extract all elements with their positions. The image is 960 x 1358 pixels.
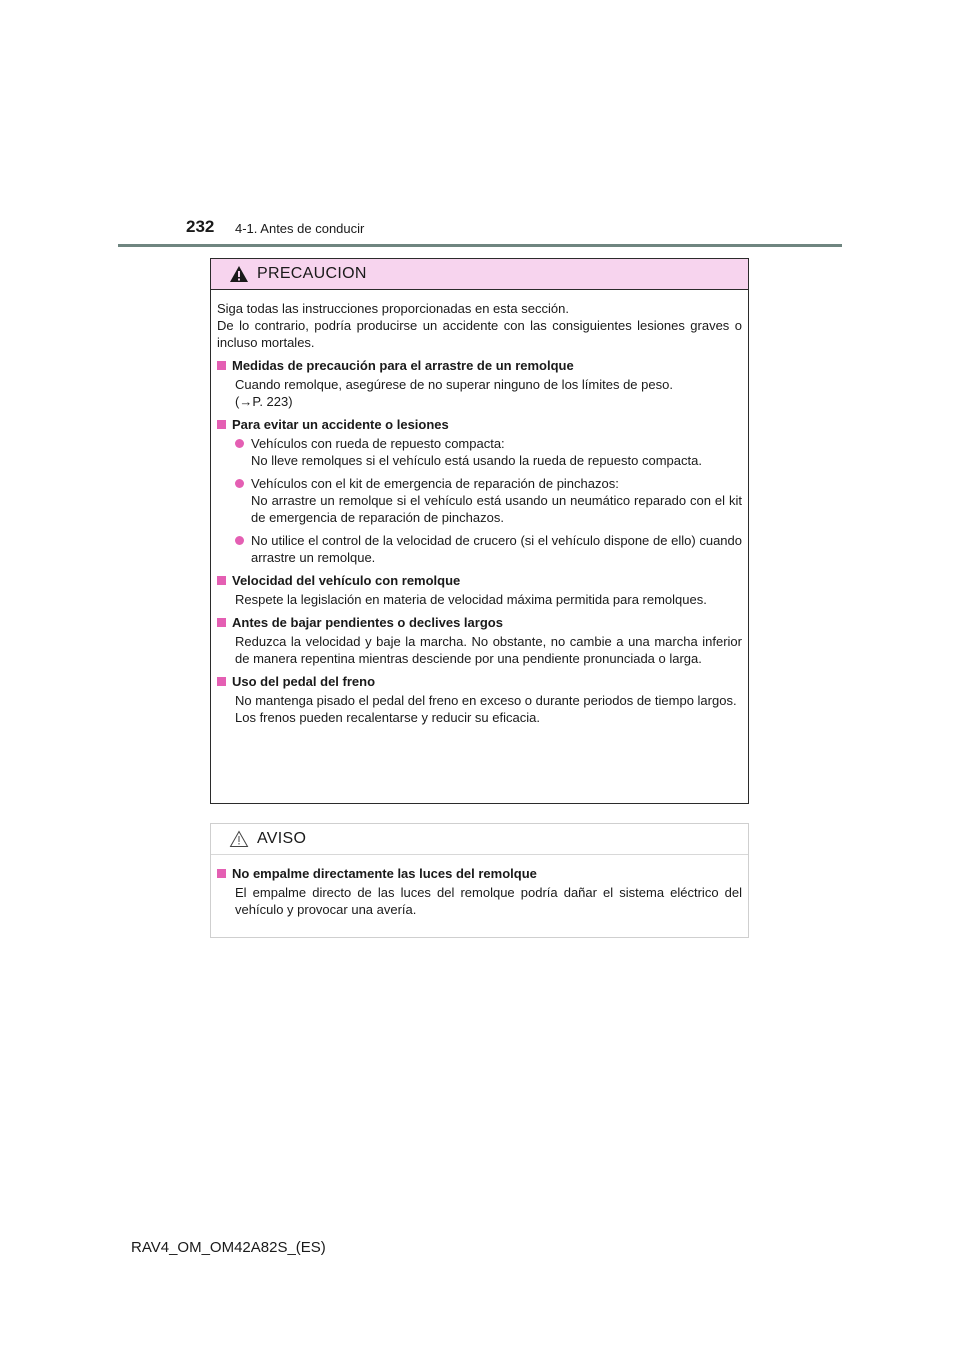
item-line: Cuando remolque, asegúrese de no superar ninguno de los límites de peso.: [235, 377, 673, 392]
bullet-line: No arrastre un remolque si el vehículo está usando un neumático reparado con el kit de emergencia de reparación de pinchazos.: [251, 493, 742, 525]
item-heading-text: Antes de bajar pendientes o declives largos: [232, 615, 503, 630]
intro-line: De lo contrario, podría producirse un accidente con las consiguientes lesiones graves o incluso mortales.: [217, 318, 742, 350]
item-line: Respete la legislación en materia de velocidad máxima permitida para remolques.: [235, 592, 707, 607]
document-code: RAV4_OM_OM42A82S_(ES): [131, 1239, 326, 1256]
item-heading: [217, 416, 742, 433]
square-bullet-icon: [217, 869, 226, 878]
square-bullet-icon: [217, 576, 226, 585]
round-bullet-icon: [235, 479, 244, 488]
item-heading-text: Uso del pedal del freno: [232, 674, 376, 689]
item-line: Reduzca la velocidad y baje la marcha. No obstante, no cambie a una marcha inferior de manera repentina mientras desciende por una pendiente pronunciada o larga.: [235, 634, 742, 666]
list-item: [235, 475, 742, 526]
square-bullet-icon: [217, 677, 226, 686]
item-heading: [217, 357, 742, 374]
square-bullet-icon: [217, 618, 226, 627]
bullet-line: Vehículos con rueda de repuesto compacta:: [251, 436, 505, 451]
item-heading: [217, 572, 742, 589]
item-heading: [217, 865, 742, 882]
item-line: Los frenos pueden recalentarse y reducir su eficacia.: [235, 710, 540, 725]
item-text: [235, 376, 742, 410]
notice-box: [210, 823, 749, 938]
list-item: [235, 435, 742, 469]
caution-header: [211, 259, 748, 290]
item-text: [235, 692, 742, 726]
item-text: [235, 591, 742, 608]
bullet-line: Vehículos con el kit de emergencia de reparación de pinchazos:: [251, 476, 619, 491]
notice-title: AVISO: [257, 830, 307, 847]
caution-box: [210, 258, 749, 804]
caution-intro: [217, 300, 742, 351]
section-title: 4-1. Antes de conducir: [235, 221, 365, 236]
bullet-line: No lleve remolques si el vehículo está usando la rueda de repuesto compacta.: [251, 453, 702, 468]
warning-outline-icon: [229, 830, 249, 848]
item-heading-text: Velocidad del vehículo con remolque: [232, 573, 461, 588]
item-heading-text: No empalme directamente las luces del remolque: [232, 866, 537, 881]
intro-line: Siga todas las instrucciones proporcionadas en esta sección.: [217, 301, 569, 316]
item-heading: [217, 614, 742, 631]
item-heading-text: Medidas de precaución para el arrastre de un remolque: [232, 358, 574, 373]
list-item: [235, 532, 742, 566]
item-heading: [217, 673, 742, 690]
notice-header: [211, 824, 748, 855]
header-divider: [118, 244, 842, 247]
page-number: 232: [186, 217, 215, 236]
square-bullet-icon: [217, 420, 226, 429]
round-bullet-icon: [235, 536, 244, 545]
item-heading-text: Para evitar un accidente o lesiones: [232, 417, 449, 432]
square-bullet-icon: [217, 361, 226, 370]
round-bullet-icon: [235, 439, 244, 448]
warning-filled-icon: [229, 265, 249, 283]
item-line: No mantenga pisado el pedal del freno en exceso o durante periodos de tiempo largos.: [235, 693, 737, 708]
item-line: El empalme directo de las luces del remolque podría dañar el sistema eléctrico del vehículo y provocar una avería.: [235, 885, 742, 917]
caution-title: PRECAUCION: [257, 265, 367, 282]
page-reference: (→P. 223): [235, 394, 293, 409]
notice-body: [211, 855, 748, 918]
bullet-line: No utilice el control de la velocidad de crucero (si el vehículo dispone de ello) cuando arrastre un remolque.: [251, 533, 742, 565]
item-text: [235, 633, 742, 667]
item-text: [235, 884, 742, 918]
caution-body: [211, 290, 748, 726]
